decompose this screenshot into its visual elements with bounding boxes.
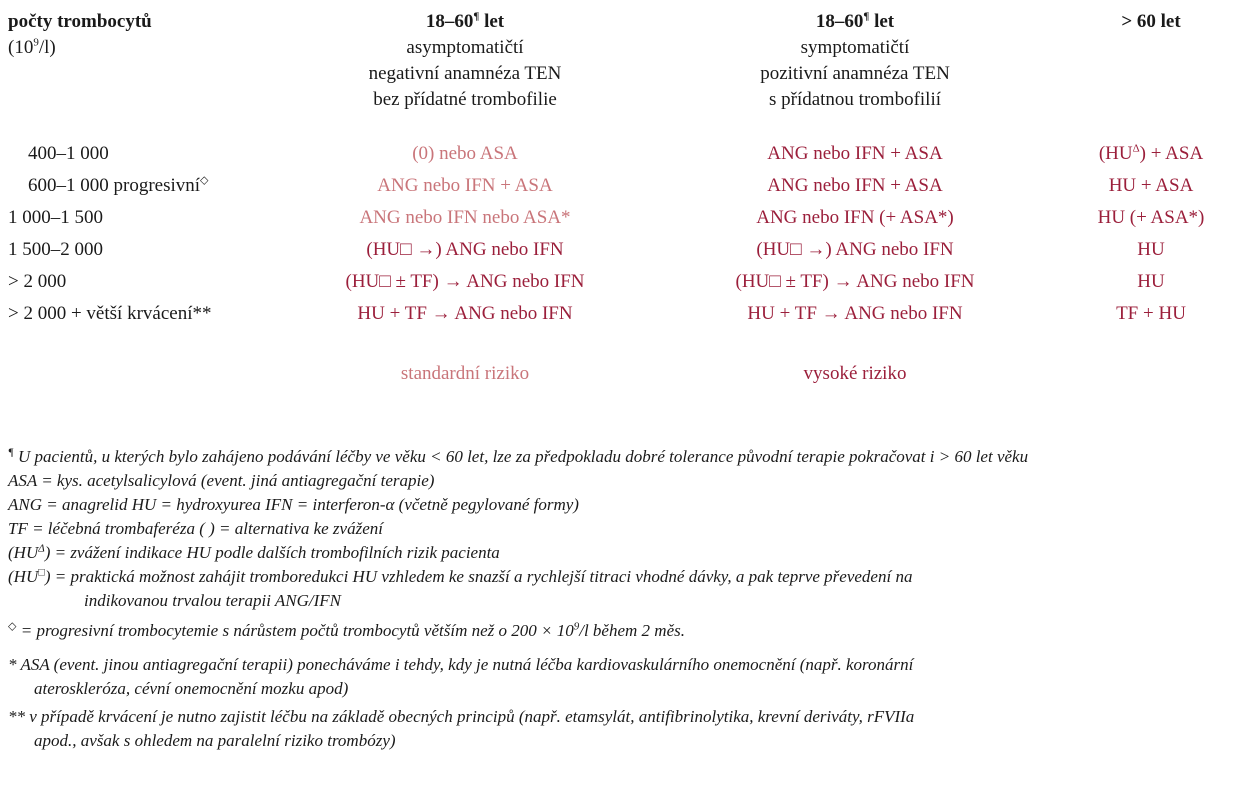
row-4-standard: (HU□ →) ANG nebo IFN <box>366 239 564 260</box>
row-4-high: (HU□ →) ANG nebo IFN <box>756 239 954 260</box>
row-2-label: 600–1 000 progresivní◇ <box>28 174 209 196</box>
row-1-standard: (0) nebo ASA <box>412 143 518 164</box>
row-2-standard: ANG nebo IFN + ASA <box>377 175 553 196</box>
row-3-over60: HU (+ ASA*) <box>1097 207 1205 228</box>
row-4-label: 1 500–2 000 <box>8 239 103 260</box>
header-col1-line2: negativní anamnéza TEN <box>368 63 562 84</box>
row-5-standard: (HU□ ± TF) → ANG nebo IFN <box>345 271 585 292</box>
header-col1-title: 18–60¶ let <box>425 10 505 32</box>
footnote-asterisk-cont: ateroskleróza, cévní onemocnění mozku apod) <box>34 679 349 698</box>
footnote-double-asterisk: ** v případě krvácení je nutno zajistit léčbu na základě obecných principů (např. etamsylát, antifibrinolytika, krevní deriváty, rFVIIa <box>8 707 915 726</box>
header-col0-unit: $(10^9/l)$ <box>8 36 56 58</box>
row-6-standard: HU + TF → ANG nebo IFN <box>357 303 573 324</box>
footnote-double-asterisk-cont: apod., avšak s ohledem na paralelní riziko trombózy) <box>34 731 396 750</box>
footnote-abbrev: ANG = anagrelid HU = hydroxyurea IFN = interferon-α (včetně pegylované formy) <box>8 495 579 514</box>
row-5-label: > 2 000 <box>8 271 67 292</box>
header-col2-title: 18–60¶ let <box>815 10 895 32</box>
footnote-asa: ASA = kys. acetylsalicylová (event. jiná antiagregační terapie) <box>8 471 435 490</box>
row-3-standard: ANG nebo IFN nebo ASA* <box>359 207 571 228</box>
header-col0-title: počty trombocytů <box>8 11 152 32</box>
footnote-hu-delta: $(HU^\Delta)$ = zvážení indikace HU podle dalších trombofilních rizik pacienta <box>8 542 500 562</box>
footnote-hu-square: (HU□) = praktická možnost zahájit tromboredukci HU vzhledem ke snazší a rychlejší titraci vhodné dávky, a pak teprve převedení na <box>8 566 913 586</box>
footnote-tf: TF = léčebná trombaferéza ( ) = alternativa ke zvážení <box>8 519 383 538</box>
footnote-progressive: ◇ = progresivní trombocytemie s nárůstem počtů trombocytů větším než o $200 \times 10^9/l$ během 2 měs. <box>8 620 685 640</box>
footnote-age: ¶ U pacientů, u kterých bylo zahájeno podávání léčby ve věku < 60 let, lze za předpokladu dobré tolerance původní terapie pokračovat i > 60 let věku <box>8 446 1029 466</box>
footnote-hu-square-cont: indikovanou trvalou terapii ANG/IFN <box>84 591 342 610</box>
header-col1-line1: asymptomatičtí <box>406 37 524 58</box>
row-6-over60: TF + HU <box>1116 303 1186 324</box>
row-4-over60: HU <box>1137 239 1165 260</box>
risk-standard-label: standardní riziko <box>400 363 530 384</box>
row-6-label: > 2 000 + větší krvácení** <box>8 303 212 324</box>
row-1-high: ANG nebo IFN + ASA <box>767 143 943 164</box>
header-col2-line1: symptomatičtí <box>800 37 910 58</box>
header-col2-line3: s přídatnou trombofilií <box>768 89 942 110</box>
row-2-over60: HU + ASA <box>1108 175 1194 196</box>
header-col2-line2: pozitivní anamnéza TEN <box>760 63 950 84</box>
header-col3-title: > 60 let <box>1121 11 1181 32</box>
row-6-high: HU + TF → ANG nebo IFN <box>747 303 963 324</box>
header-col1-line3: bez přídatné trombofilie <box>373 89 557 110</box>
footnote-asterisk: * ASA (event. jinou antiagregační terapii) ponecháváme i tehdy, kdy je nutná léčba kardiovaskulárního onemocnění (např. koronární <box>8 655 914 674</box>
row-1-label: 400–1 000 <box>28 143 109 164</box>
row-2-high: ANG nebo IFN + ASA <box>767 175 943 196</box>
risk-high-label: vysoké riziko <box>803 363 907 384</box>
row-5-high: (HU□ ± TF) → ANG nebo IFN <box>735 271 975 292</box>
row-3-label: 1 000–1 500 <box>8 207 103 228</box>
row-3-high: ANG nebo IFN (+ ASA*) <box>756 207 954 228</box>
row-1-over60: $(HU^\Delta)$ + ASA <box>1098 142 1204 164</box>
row-5-over60: HU <box>1137 271 1165 292</box>
